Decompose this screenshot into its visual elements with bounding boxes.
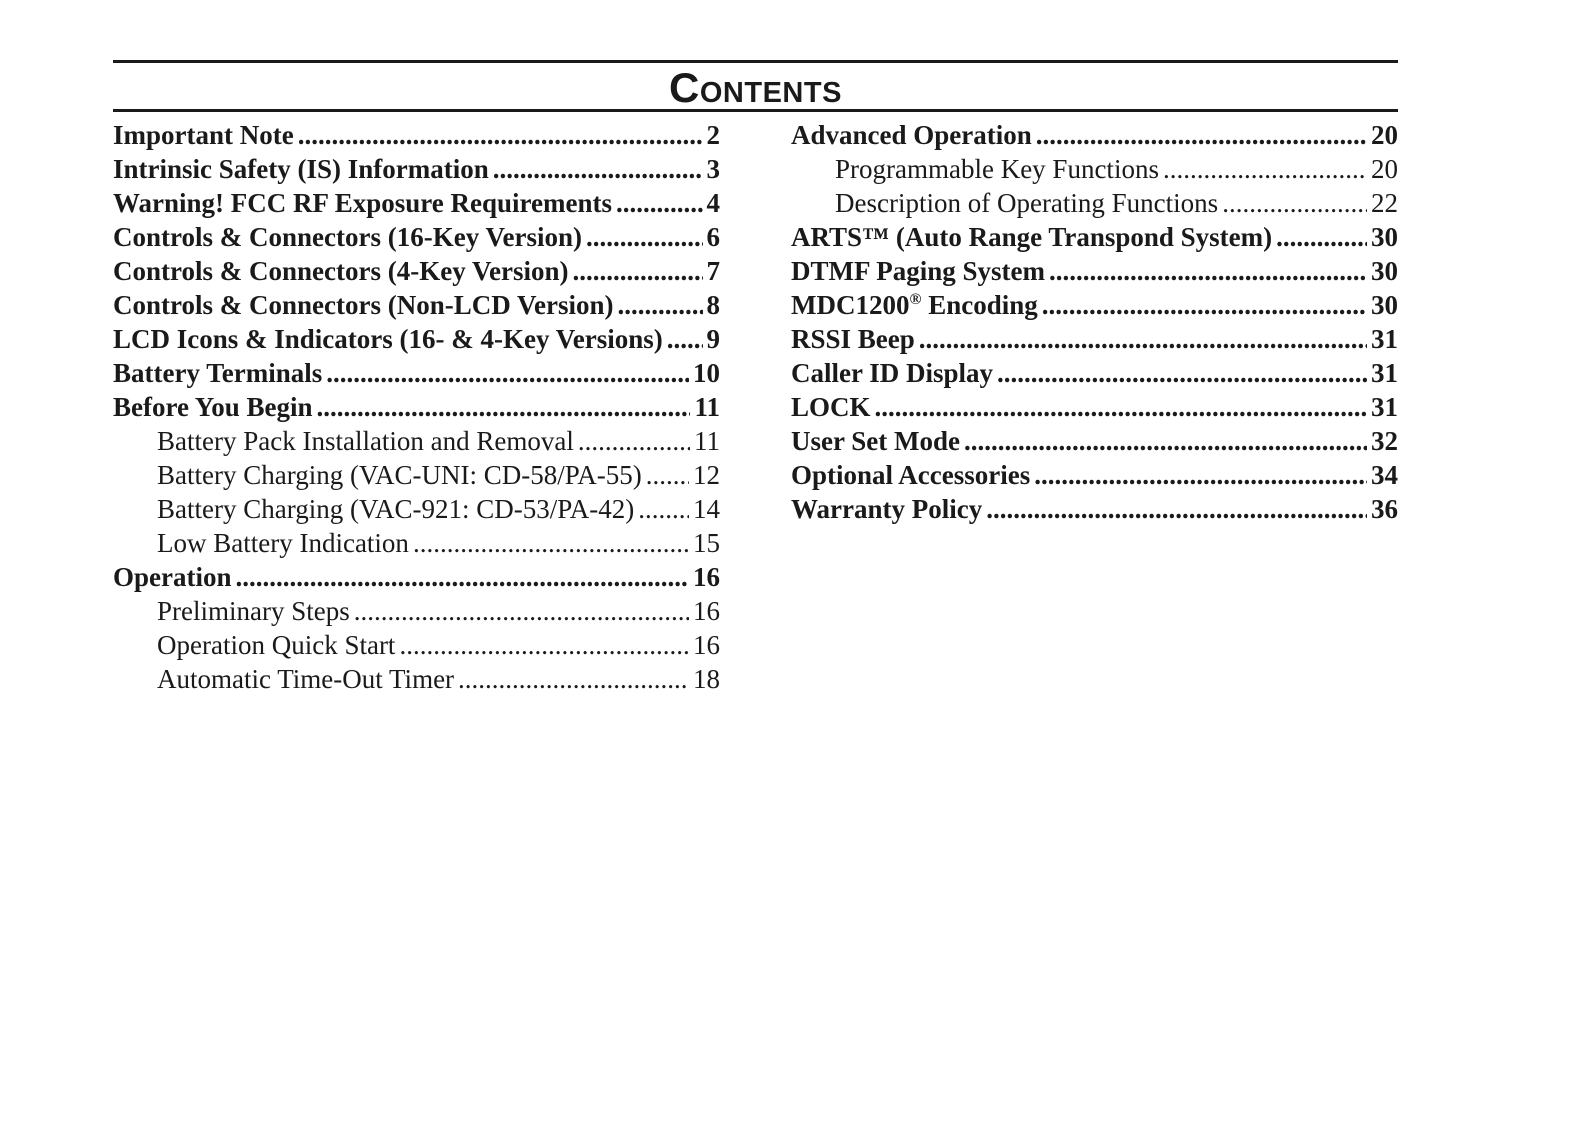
- toc-entry[interactable]: [113, 390, 720, 424]
- toc-entry[interactable]: [791, 390, 1398, 424]
- toc-page-number: 3: [706, 154, 720, 184]
- page-title: [113, 63, 1398, 109]
- toc-subentry[interactable]: [113, 492, 720, 526]
- toc-page-number: 30: [1371, 290, 1398, 320]
- dot-leader: [618, 288, 703, 322]
- toc-subentry[interactable]: [113, 458, 720, 492]
- toc-entry-label: Battery Terminals: [113, 358, 323, 388]
- toc-entry-label: DTMF Paging System: [791, 256, 1045, 286]
- toc-entry-label: LOCK: [791, 392, 871, 422]
- toc-entry-label: Preliminary Steps: [157, 596, 350, 626]
- toc-entry[interactable]: [791, 288, 1398, 322]
- toc-entry-label: Programmable Key Functions: [835, 154, 1159, 184]
- toc-subentry[interactable]: [791, 152, 1398, 186]
- toc-page-number: 11: [694, 426, 720, 456]
- toc-entry-label: ARTS™ (Auto Range Transpond System): [791, 222, 1273, 252]
- toc-page-number: 34: [1371, 460, 1398, 490]
- toc-entry[interactable]: [113, 288, 720, 322]
- toc-page-number: 30: [1371, 256, 1398, 286]
- toc-entry-label: Controls & Connectors (4-Key Version): [113, 256, 569, 286]
- dot-leader: [638, 492, 689, 526]
- dot-leader: [572, 254, 702, 288]
- toc-page-number: 18: [693, 664, 720, 694]
- dot-leader: [1163, 152, 1367, 186]
- toc-entry[interactable]: [791, 458, 1398, 492]
- dot-leader: [1222, 186, 1367, 220]
- toc-page-number: 22: [1371, 188, 1398, 218]
- toc-subentry[interactable]: [791, 186, 1398, 220]
- contents-page: [113, 60, 1398, 694]
- page-title-text: Contents: [669, 64, 842, 111]
- dot-leader: [317, 390, 691, 424]
- toc-entry-label: Caller ID Display: [791, 358, 994, 388]
- toc-entry[interactable]: [791, 492, 1398, 526]
- dot-leader: [997, 356, 1367, 390]
- toc-entry[interactable]: [113, 220, 720, 254]
- toc-page-number: 7: [706, 256, 720, 286]
- toc-entry-label: RSSI Beep: [791, 324, 915, 354]
- toc-page-number: 4: [706, 188, 720, 218]
- dot-leader: [298, 118, 703, 152]
- dot-leader: [493, 152, 703, 186]
- toc-entry-label: Operation: [113, 562, 232, 592]
- toc-page-number: 20: [1371, 154, 1398, 184]
- toc-entry-label: Advanced Operation: [791, 120, 1032, 150]
- toc-entry[interactable]: [113, 560, 720, 594]
- toc-right-column: [791, 118, 1398, 526]
- toc-page-number: 31: [1371, 358, 1398, 388]
- toc-entry[interactable]: [791, 254, 1398, 288]
- toc-entry-label: Battery Pack Installation and Removal: [157, 426, 574, 456]
- toc-entry-label: Important Note: [113, 120, 294, 150]
- toc-entry[interactable]: [791, 220, 1398, 254]
- toc-page-number: 11: [694, 392, 720, 422]
- toc-entry[interactable]: [113, 152, 720, 186]
- toc-entry[interactable]: [113, 356, 720, 390]
- toc-subentry[interactable]: [113, 628, 720, 662]
- dot-leader: [919, 322, 1367, 356]
- dot-leader: [986, 492, 1367, 526]
- toc-page-number: 15: [693, 528, 720, 558]
- toc-page-number: 2: [706, 120, 720, 150]
- toc-entry-label: Controls & Connectors (16-Key Version): [113, 222, 582, 252]
- toc-entry-label: Before You Begin: [113, 392, 313, 422]
- toc-page-number: 6: [706, 222, 720, 252]
- toc-subentry[interactable]: [113, 594, 720, 628]
- toc-entry[interactable]: [791, 356, 1398, 390]
- dot-leader: [964, 424, 1367, 458]
- toc-entry-label: Description of Operating Functions: [835, 188, 1219, 218]
- toc-page-number: 36: [1371, 494, 1398, 524]
- toc-page-number: 12: [693, 460, 720, 490]
- toc-page-number: 16: [693, 562, 720, 592]
- toc-page-number: 16: [693, 630, 720, 660]
- toc-entry-label: [791, 288, 1038, 322]
- toc-entry-label-main: MDC1200: [791, 290, 910, 320]
- toc-entry-label: Controls & Connectors (Non-LCD Version): [113, 290, 614, 320]
- toc-entry-label: User Set Mode: [791, 426, 960, 456]
- toc-subentry[interactable]: [113, 662, 720, 696]
- toc-page-number: 9: [706, 324, 720, 354]
- dot-leader: [578, 424, 690, 458]
- toc-entry[interactable]: [113, 186, 720, 220]
- toc-entry-label: Optional Accessories: [791, 460, 1031, 490]
- toc-page-number: 32: [1371, 426, 1398, 456]
- dot-leader: [1036, 118, 1367, 152]
- dot-leader: [586, 220, 703, 254]
- toc-entry-label: Battery Charging (VAC-UNI: CD-58/PA-55): [157, 460, 642, 490]
- toc-entry[interactable]: [113, 254, 720, 288]
- toc-page-number: 8: [706, 290, 720, 320]
- toc-page-number: 30: [1371, 222, 1398, 252]
- dot-leader: [667, 322, 703, 356]
- dot-leader: [1276, 220, 1367, 254]
- dot-leader: [458, 662, 689, 696]
- toc-subentry[interactable]: [113, 526, 720, 560]
- toc-entry-label: Automatic Time-Out Timer: [157, 664, 455, 694]
- registered-mark: ®: [909, 291, 922, 308]
- toc-entry-label: Warranty Policy: [791, 494, 983, 524]
- toc-entry-label: Operation Quick Start: [157, 630, 396, 660]
- toc-entry-label: LCD Icons & Indicators (16- & 4-Key Versions): [113, 324, 663, 354]
- toc-page-number: 10: [693, 358, 720, 388]
- toc-subentry[interactable]: [113, 424, 720, 458]
- toc-page-number: 31: [1371, 324, 1398, 354]
- toc-entry[interactable]: [791, 118, 1398, 152]
- toc-entry[interactable]: [113, 322, 720, 356]
- dot-leader: [875, 390, 1367, 424]
- dot-leader: [326, 356, 689, 390]
- toc-entry-label: Battery Charging (VAC-921: CD-53/PA-42): [157, 494, 635, 524]
- dot-leader: [1049, 254, 1367, 288]
- dot-leader: [399, 628, 689, 662]
- toc-page-number: 16: [693, 596, 720, 626]
- dot-leader: [1042, 288, 1367, 322]
- toc-left-column: [113, 118, 720, 696]
- toc-entry-label: Low Battery Indication: [157, 528, 409, 558]
- toc-page-number: 31: [1371, 392, 1398, 422]
- toc-entry-label-tail: Encoding: [921, 290, 1038, 320]
- toc-entry[interactable]: [791, 322, 1398, 356]
- dot-leader: [646, 458, 689, 492]
- dot-leader: [616, 186, 702, 220]
- toc-entry-label: Warning! FCC RF Exposure Requirements: [113, 188, 613, 218]
- toc-page-number: 14: [693, 494, 720, 524]
- dot-leader: [236, 560, 690, 594]
- dot-leader: [1034, 458, 1367, 492]
- toc-entry[interactable]: [113, 118, 720, 152]
- toc-page-number: 20: [1371, 120, 1398, 150]
- toc-entry[interactable]: [791, 424, 1398, 458]
- toc-entry-label: Intrinsic Safety (IS) Information: [113, 154, 489, 184]
- dot-leader: [413, 526, 689, 560]
- dot-leader: [354, 594, 689, 628]
